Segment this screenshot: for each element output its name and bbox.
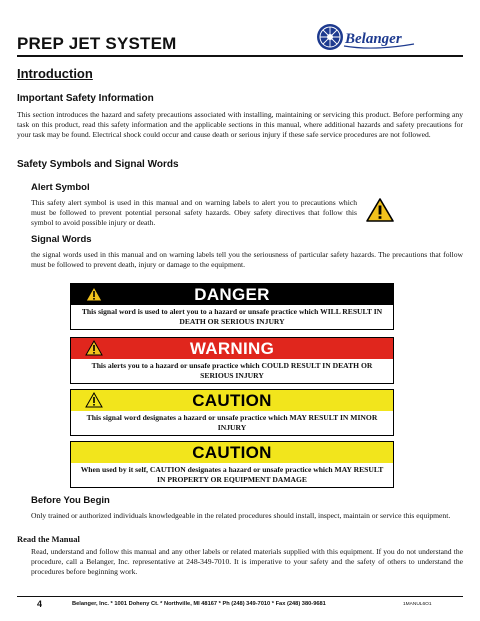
heading-alert-symbol: Alert Symbol: [31, 182, 90, 193]
footer-document-code: 1MANUL6O1: [403, 602, 432, 607]
caution-bar-plain: [71, 442, 393, 463]
logo-wordmark: Belanger: [345, 31, 402, 47]
caution-description-injury: This signal word designates a hazard or unsafe practice which MAY RESULT IN MINOR INJURY: [86, 413, 378, 432]
caution-signal-box-with-symbol: [70, 389, 394, 436]
caution-description-property: When used by it self, CAUTION designates a hazard or unsafe practice which MAY RESULT IN PROPERTY OR EQUIPMENT DAMAGE: [80, 465, 384, 484]
danger-signal-box: [70, 283, 394, 330]
paragraph-read-the-manual: Read, understand and follow this manual and any other labels or related materials supplied with this equipment. If you do not understand the procedure, call a Belanger, Inc. representative at 248-349-7010. It is imperative to your safety and the safety of others to understand the procedures before beginning work.: [31, 547, 463, 576]
footer-divider: [17, 596, 463, 597]
caution-signal-box-plain: [70, 441, 394, 488]
caution-bar-with-symbol: [71, 390, 393, 411]
danger-word: DANGER: [194, 284, 270, 304]
warning-description: This alerts you to a hazard or unsafe practice which COULD RESULT IN DEATH OR SERIOUS INJURY: [91, 361, 373, 380]
heading-safety-symbols: Safety Symbols and Signal Words: [17, 159, 179, 170]
header-divider: [17, 55, 463, 57]
caution-alert-icon: [85, 392, 103, 408]
footer-address: Belanger, Inc. * 1001 Doheny Ct. * Northville, MI 48167 * Ph (248) 349-7010 * Fax (248) 380-9681: [72, 601, 326, 607]
heading-read-the-manual: Read the Manual: [17, 534, 80, 544]
warning-triangle-icon: [366, 198, 394, 222]
heading-before-you-begin: Before You Begin: [31, 495, 110, 506]
paragraph-signal-words: the signal words used in this manual and on warning labels tell you the seriousness of particular safety hazards. The precautions that follow must be followed to prevent death, injury or damage to the equipment.: [31, 250, 463, 269]
warning-bar: [71, 338, 393, 359]
paragraph-alert-symbol: This safety alert symbol is used in this manual and on warning labels to alert you to precautions which must be followed to prevent potential personal safety hazards. Obey safety directives that follow this symbol to avoid possible injury or death.: [31, 198, 357, 227]
danger-alert-icon: [85, 286, 103, 302]
danger-description: This signal word is used to alert you to a hazard or unsafe practice which WILL RESULT IN DEATH OR SERIOUS INJURY: [81, 307, 383, 326]
warning-word: WARNING: [189, 338, 275, 358]
caution-word: CAUTION: [192, 390, 272, 410]
section-title-introduction: Introduction: [17, 66, 93, 81]
page-number: 4: [37, 599, 43, 609]
paragraph-before-you-begin: Only trained or authorized individuals knowledgeable in the related procedures should install, inspect, maintain or service this equipment.: [31, 511, 451, 520]
page-header-title: PREP JET SYSTEM: [17, 34, 177, 53]
paragraph-important-safety: This section introduces the hazard and safety precautions associated with installing, maintaining or servicing this product. Before performing any task on this product, read this safety information and the applicable sections in this manual, where additional hazards and safety precautions for your task may be found. Electrical shock could occur and cause death or serious injury if these safe service procedures are not followed.: [17, 110, 463, 139]
danger-bar: [71, 284, 393, 305]
belanger-logo: [314, 22, 426, 52]
warning-signal-box: [70, 337, 394, 384]
warning-alert-icon: [85, 340, 103, 356]
caution-word-plain: CAUTION: [192, 442, 272, 462]
heading-signal-words: Signal Words: [31, 234, 92, 245]
heading-important-safety: Important Safety Information: [17, 93, 154, 104]
